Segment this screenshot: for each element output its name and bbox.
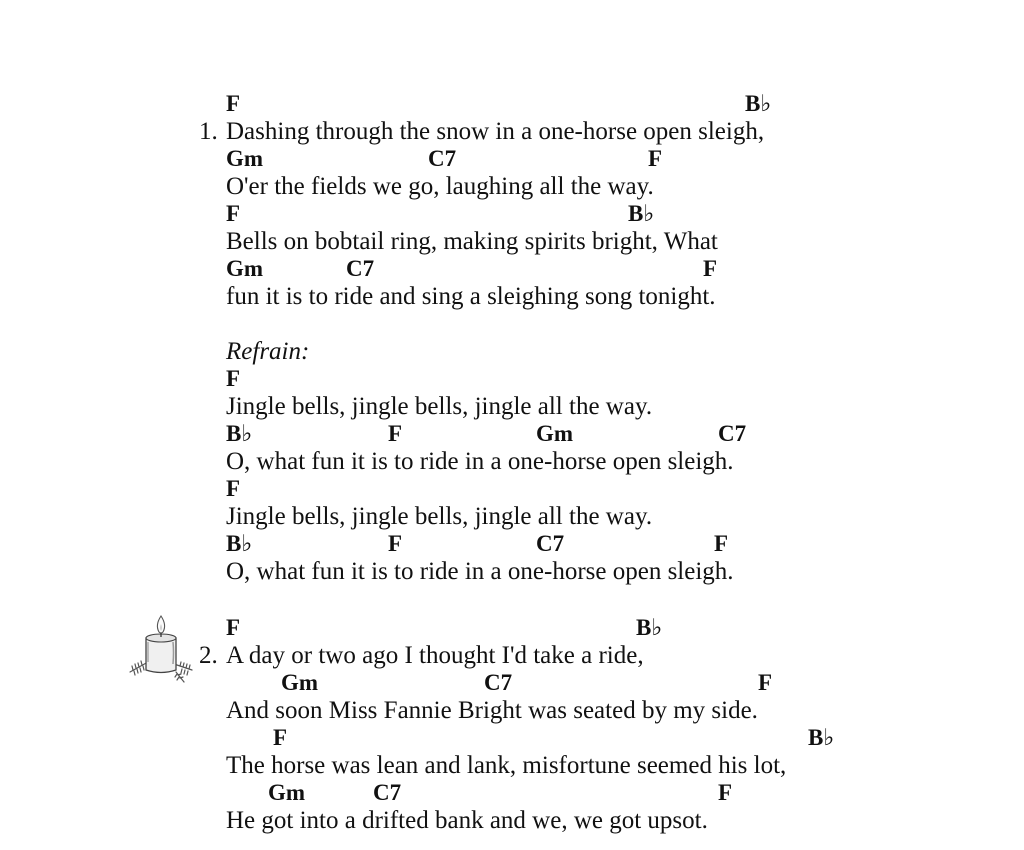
chord: F: [226, 91, 241, 116]
chord: F: [226, 366, 241, 391]
lyric-line: O, what fun it is to ride in a one-horse open sleigh.: [226, 558, 734, 585]
chord: Gm: [268, 780, 306, 805]
chord: B♭: [808, 725, 835, 750]
chord: Gm: [226, 146, 264, 171]
chord: C7: [428, 146, 457, 171]
chord: Gm: [226, 256, 264, 281]
chord: B♭: [226, 531, 253, 556]
chord: F: [226, 476, 241, 501]
chord: C7: [536, 531, 565, 556]
refrain-label: Refrain:: [226, 338, 310, 365]
lyric-line: The horse was lean and lank, misfortune seemed his lot,: [226, 752, 787, 779]
verse-number: 2.: [199, 642, 218, 669]
chord: C7: [718, 421, 747, 446]
chord: B♭: [226, 421, 253, 446]
chord: F: [648, 146, 663, 171]
lyric-line: A day or two ago I thought I'd take a ride,: [226, 642, 644, 669]
chord: F: [273, 725, 288, 750]
chord: F: [703, 256, 718, 281]
chord: B♭: [628, 201, 655, 226]
lyric-line: He got into a drifted bank and we, we got upsot.: [226, 807, 708, 834]
lyric-line: Jingle bells, jingle bells, jingle all the way.: [226, 503, 653, 530]
chord: F: [226, 615, 241, 640]
chord: Gm: [536, 421, 574, 446]
chord: F: [714, 531, 729, 556]
chord: B♭: [636, 615, 663, 640]
lyric-line: Jingle bells, jingle bells, jingle all the way.: [226, 393, 653, 420]
chord: F: [226, 201, 241, 226]
chord: F: [388, 421, 403, 446]
verse-number: 1.: [199, 118, 218, 145]
lyric-line: Dashing through the snow in a one-horse open sleigh,: [226, 118, 765, 145]
chord: C7: [484, 670, 513, 695]
lyric-line: Bells on bobtail ring, making spirits bright, What: [226, 228, 718, 255]
chord: C7: [373, 780, 402, 805]
chord: F: [758, 670, 773, 695]
chord: F: [388, 531, 403, 556]
lyric-line: O, what fun it is to ride in a one-horse open sleigh.: [226, 448, 734, 475]
lyric-line: fun it is to ride and sing a sleighing song tonight.: [226, 283, 716, 310]
chord: F: [718, 780, 733, 805]
candle-icon: [126, 612, 196, 684]
chord: C7: [346, 256, 375, 281]
chord: B♭: [745, 91, 772, 116]
lyric-line: And soon Miss Fannie Bright was seated by my side.: [226, 697, 758, 724]
lyric-line: O'er the fields we go, laughing all the way.: [226, 173, 654, 200]
chord: Gm: [281, 670, 319, 695]
